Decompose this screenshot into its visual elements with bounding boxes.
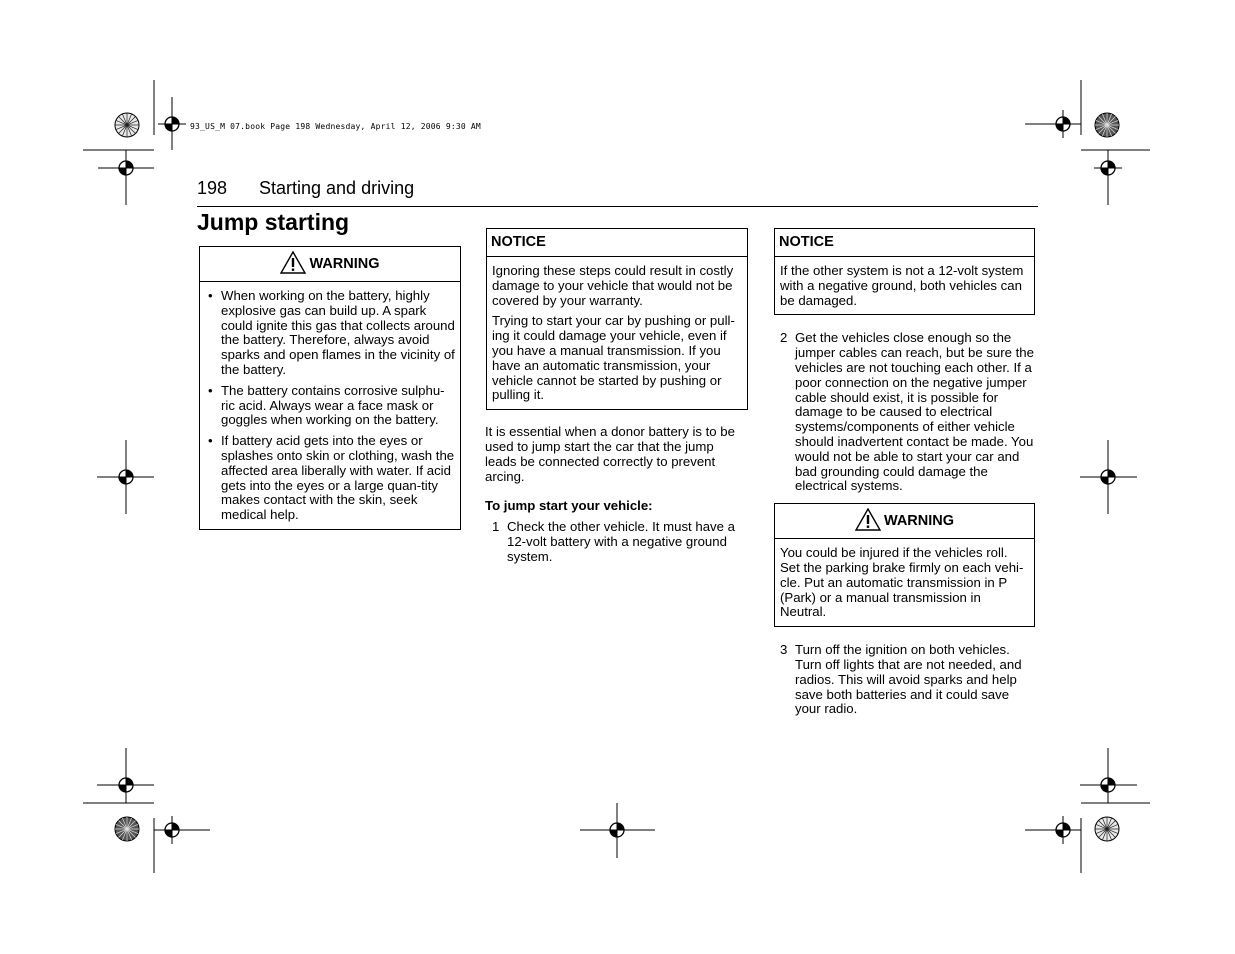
step-number: 1 — [492, 519, 500, 535]
step-number: 3 — [780, 642, 788, 658]
step-text: Check the other vehicle. It must have a 12-volt battery with a negative ground system. — [507, 519, 735, 564]
column-1 — [199, 246, 461, 530]
warning-header — [200, 247, 460, 282]
list-item: • When working on the battery, highly explosive gas can build up. A spark could ignite this gas that collects around the battery. Therefore, always avoid sparks and open flames in the vicinity of the battery. — [208, 288, 455, 377]
page-header — [197, 176, 1038, 207]
notice-label: NOTICE — [775, 229, 1034, 257]
warning-label: WARNING — [309, 256, 380, 272]
warning-triangle-icon — [855, 508, 881, 531]
warning-triangle-icon — [280, 251, 306, 274]
notice-box-2 — [774, 228, 1035, 315]
warning-box-1 — [199, 246, 461, 530]
notice-label: NOTICE — [487, 229, 747, 257]
section-title: Starting and driving — [259, 178, 415, 198]
list-item: • If battery acid gets into the eyes or splashes onto skin or clothing, wash the affected area liberally with water. If acid gets into the eyes or a large quan-tity makes contact with the skin, seek medical help. — [208, 433, 455, 523]
notice-paragraph: Ignoring these steps could result in costly damage to your vehicle that would not be covered by your warranty. — [492, 263, 734, 308]
warning-header — [775, 504, 1034, 539]
notice-paragraph: Trying to start your car by pushing or pull-ing it could damage your vehicle, even if you have a manual transmission. If you have an automatic transmission, your vehicle cannot be started by pushing or pulling it. — [492, 313, 735, 403]
page-number: 198 — [197, 178, 228, 198]
print-slug: 93_US_M 07.book Page 198 Wednesday, April 12, 2006 9:30 AM — [190, 122, 481, 131]
warning-label: WARNING — [883, 513, 955, 530]
warning-body — [200, 282, 460, 529]
procedure-heading: To jump start your vehicle: — [485, 498, 653, 514]
list-item: • The battery contains corrosive sulphu-ric acid. Always wear a face mask or goggles when working on the battery. — [208, 382, 445, 428]
notice-box-1 — [486, 228, 748, 410]
warning-box-2 — [774, 503, 1035, 627]
column-3 — [774, 228, 1035, 717]
notice-paragraph: If the other system is not a 12-volt system with a negative ground, both vehicles can be damaged. — [780, 263, 1024, 308]
notice-body — [487, 257, 747, 409]
notice-body — [775, 257, 1034, 314]
step-number: 2 — [780, 330, 788, 346]
step-item — [486, 520, 748, 564]
step-item — [774, 331, 1035, 494]
step-text: Turn off the ignition on both vehicles. Turn off lights that are not needed, and radios. This will avoid sparks and help save both batteries and it could save your radio. — [795, 642, 1022, 717]
intro-paragraph: It is essential when a donor battery is to be used to jump start the car that the jump leads be connected correctly to prevent arcing. — [485, 424, 735, 484]
page-title: Jump starting — [197, 209, 350, 235]
warning-paragraph: You could be injured if the vehicles roll. Set the parking brake firmly on each vehi-cle. Put an automatic transmission in P (Park) or a manual transmission in Neutral. — [780, 545, 1024, 620]
warning-body — [775, 539, 1034, 626]
step-text: Get the vehicles close enough so the jumper cables can reach, but be sure the vehicles are not touching each other. If a poor connection on the negative jumper cable should exist, it is possible for damage to be caused to electrical systems/components of either vehicle should inadvertent contact be made. You would not be able to start your car and bad grounding could damage the electrical systems. — [795, 330, 1034, 494]
step-item — [774, 643, 1035, 717]
column-2 — [486, 228, 748, 565]
